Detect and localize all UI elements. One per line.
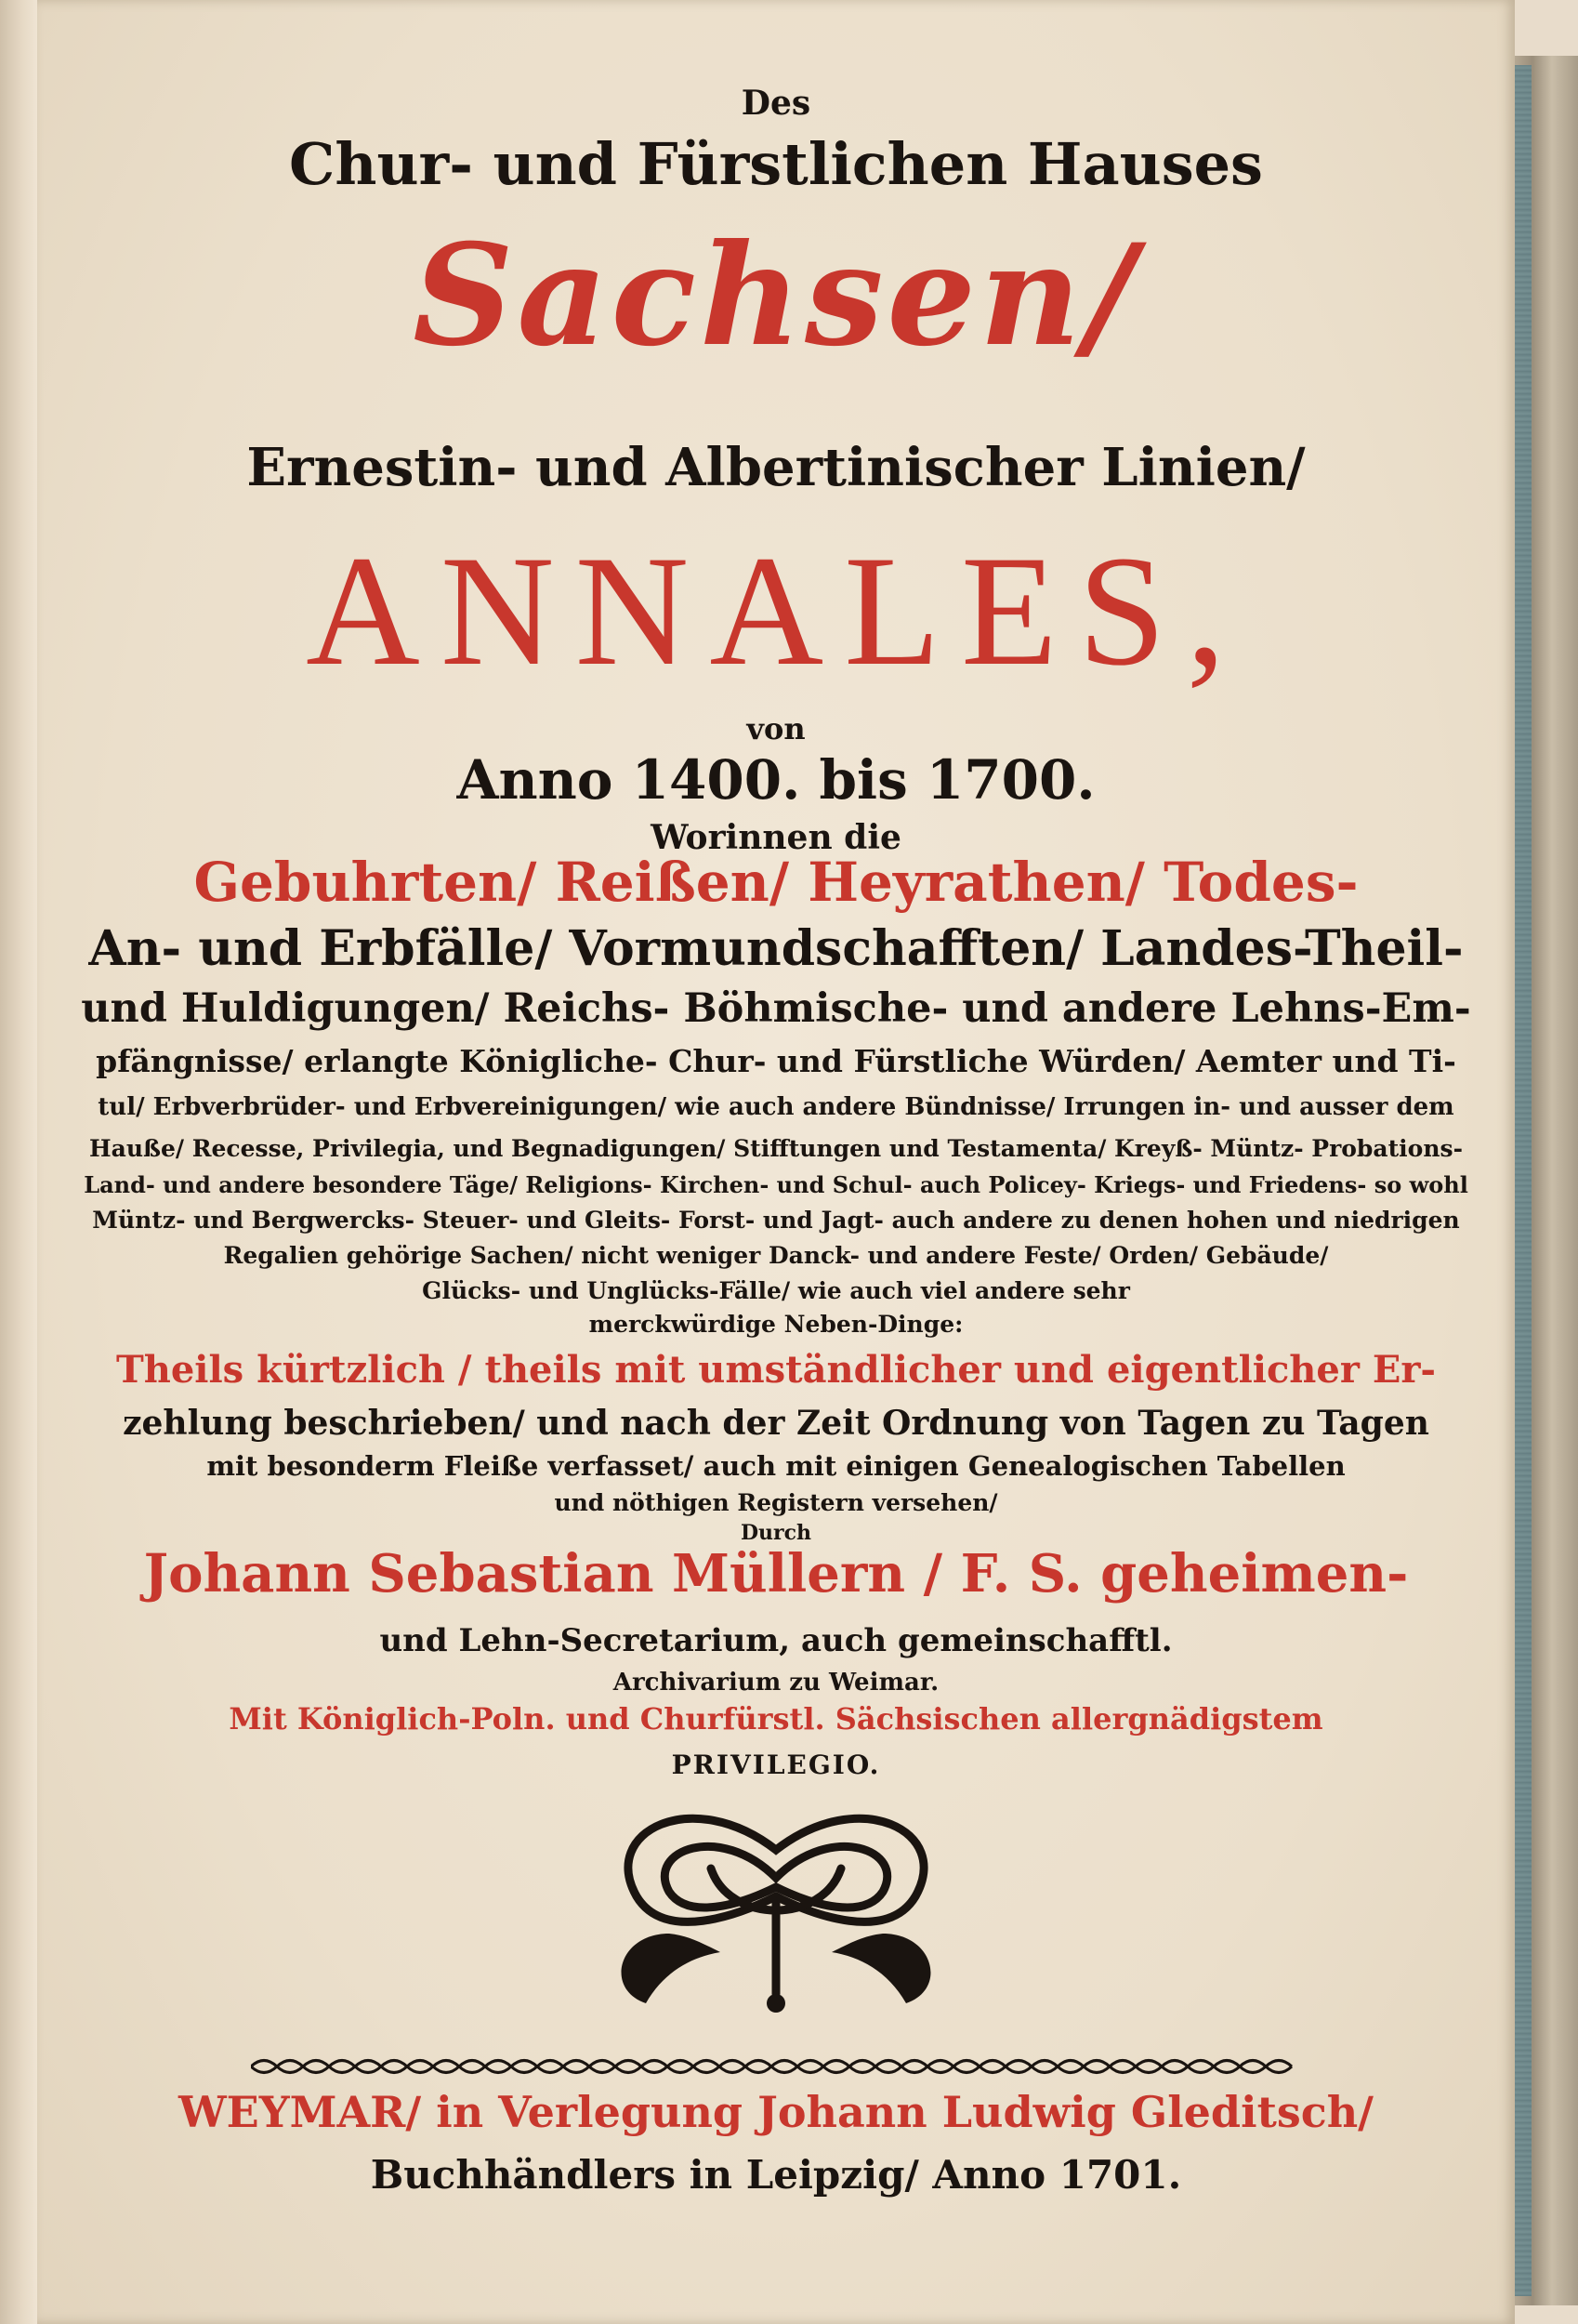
title-line-an: An- und Erbfälle/ Vormundschafften/ Landes-Theil-: [88, 920, 1464, 977]
author-line: Johann Sebastian Müllern / F. S. geheimen-: [143, 1543, 1409, 1604]
title-line-noth: und nöthigen Registern versehen/: [554, 1489, 998, 1516]
title-line-hausse: Hauße/ Recesse, Privilegia, und Begnadigungen/ Stifftungen und Testamenta/ Kreyß- Müntz- Probations-: [89, 1135, 1463, 1162]
title-line-chur: Chur- und Fürstlichen Hauses: [289, 130, 1263, 198]
title-line-regal: Regalien gehörige Sachen/ nicht weniger Danck- und andere Feste/ Orden/ Gebäude/: [223, 1242, 1329, 1269]
title-line-land: Land- und andere besondere Täge/ Religions- Kirchen- und Schul- auch Policey- Kriegs- und Friedens- so wohl: [84, 1171, 1468, 1198]
title-line-ernestin: Ernestin- und Albertinischer Linien/: [246, 437, 1306, 498]
title-line-huld: und Huldigungen/ Reichs- Böhmische- und andere Lehns-Em-: [81, 985, 1471, 1032]
title-line-anno: Anno 1400. bis 1700.: [456, 748, 1096, 812]
author-office-line: und Lehn-Secretarium, auch gemeinschafftl.: [379, 1622, 1173, 1659]
title-line-theils: Theils kürtzlich / theils mit umständlicher und eigentlicher Er-: [115, 1348, 1437, 1392]
title-line-mit: mit besonderm Fleiße verfasset/ auch mit einigen Genealogischen Tabellen: [206, 1450, 1346, 1482]
title-page: [37, 0, 1515, 2324]
title-line-durch: Durch: [740, 1521, 812, 1545]
title-line-pfang: pfängnisse/ erlangte Königliche- Chur- und Fürstliche Würden/ Aemter und Ti-: [96, 1043, 1456, 1079]
privilegio-line: PRIVILEGIO.: [671, 1750, 881, 1780]
title-line-tul: tul/ Erbverbrüder- und Erbvereinigungen/ wie auch andere Bündnisse/ Irrungen in- und ausser dem: [98, 1093, 1454, 1121]
privilege-line: Mit Königlich-Poln. und Churfürstl. Sächsischen allergnädigstem: [229, 1701, 1323, 1736]
title-line-zehlung: zehlung beschrieben/ und nach der Zeit Ordnung von Tagen zu Tagen: [123, 1404, 1429, 1443]
title-line-muentz: Müntz- und Bergwercks- Steuer- und Gleits- Forst- und Jagt- auch andere zu denen hohen und niedrigen: [92, 1207, 1460, 1234]
decorative-border-rule: [251, 2054, 1301, 2079]
imprint-line: WEYMAR/ in Verlegung Johann Ludwig Gleditsch/: [178, 2087, 1374, 2137]
title-line-des: Des: [741, 84, 811, 123]
imprint-date-line: Buchhändlers in Leipzig/ Anno 1701.: [370, 2152, 1182, 2198]
title-line-worinnen: Worinnen die: [651, 818, 901, 857]
title-line-gluecks: Glücks- und Unglücks-Fälle/ wie auch viel andere sehr: [422, 1277, 1130, 1304]
calligraphic-ornament-icon: [581, 1794, 971, 2027]
title-line-gebuhrten: Gebuhrten/ Reißen/ Heyrathen/ Todes-: [193, 851, 1359, 914]
title-line-merck: merckwürdige Neben-Dinge:: [588, 1311, 964, 1338]
title-line-sachsen: Sachsen/: [413, 214, 1139, 377]
binding-gutter: [0, 0, 37, 2324]
title-line-annales: ANNALES,: [306, 523, 1246, 698]
author-archive-line: Archivarium zu Weimar.: [612, 1669, 940, 1697]
title-line-von: von: [746, 711, 806, 746]
